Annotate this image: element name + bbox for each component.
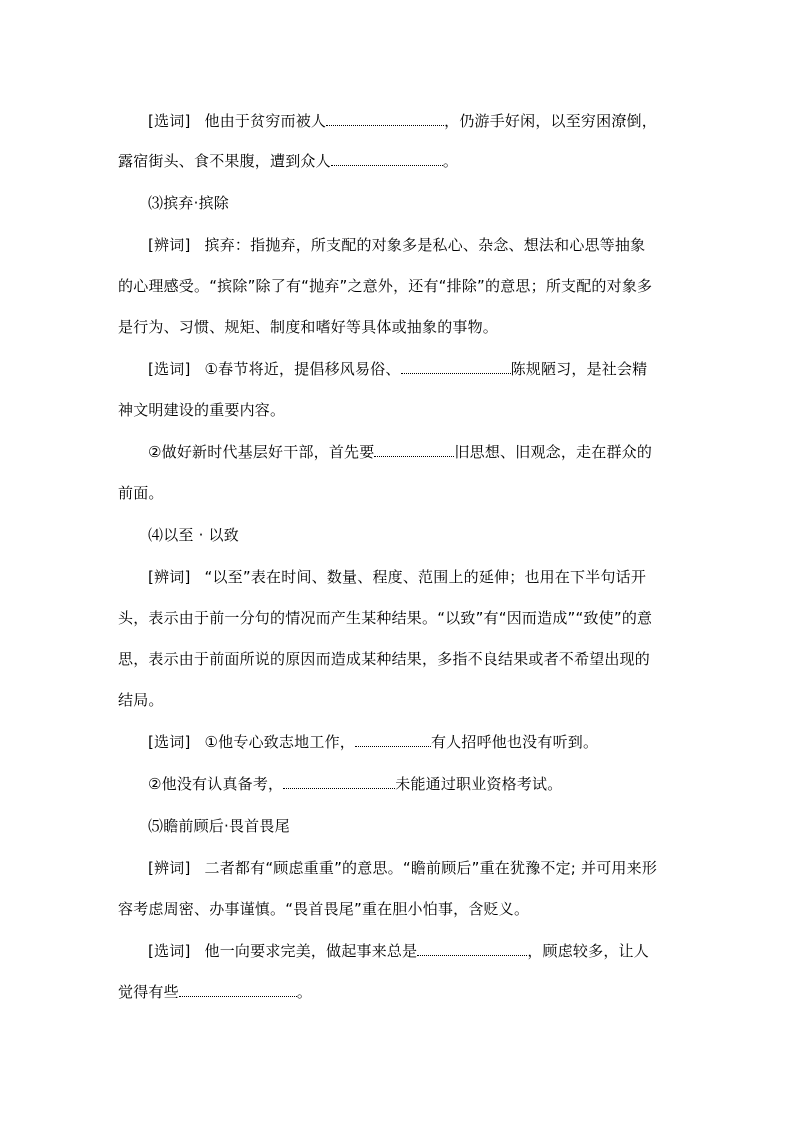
definition-tag: [辨词] — [148, 236, 191, 254]
answer-blank[interactable] — [417, 941, 527, 956]
exercise-text: ②他没有认真备考， — [148, 775, 284, 793]
definition-text: 二者都有“顾虑重重”的意思。“瞻前顾后”重在犹豫不定; 并可用来形 — [204, 859, 658, 877]
exercise-tag: [选词] — [148, 360, 191, 378]
exercise-text: ，仍游手好闲，以至穷困潦倒， — [444, 112, 657, 130]
answer-blank[interactable] — [401, 359, 511, 374]
definition-tag: [辨词] — [148, 568, 191, 586]
section-heading: ⑸瞻前顾后·畏首畏尾 — [148, 817, 290, 835]
exercise-line — [148, 731, 708, 753]
exercise-text: 陈规陋习，是社会精 — [510, 360, 648, 378]
definition-line: 结局。 — [118, 691, 164, 709]
definition-text: “以至”表在时间、数量、程度、范围上的延伸；也用在下半句话开 — [204, 568, 647, 586]
exercise-text: 有人招呼他也没有听到。 — [430, 733, 599, 751]
exercise-line: 神文明建设的重要内容。 — [118, 401, 286, 419]
exercise-text: ①春节将近，提倡移风易俗、 — [204, 360, 401, 378]
exercise-line — [118, 150, 678, 172]
exercise-line — [118, 981, 678, 1003]
exercise-text: ，顾虑较多，让人 — [527, 942, 649, 960]
exercise-line: 前面。 — [118, 484, 164, 502]
exercise-text: 未能通过职业资格考试。 — [395, 775, 563, 793]
definition-line: 的心理感受。“摈除”除了有“抛弃”之意外，还有“排除”的意思；所支配的对象多 — [118, 277, 653, 295]
exercise-tag: [选词] — [148, 112, 191, 130]
exercise-tag: [选词] — [148, 733, 191, 751]
definition-line — [148, 234, 708, 256]
definition-line: 是行为、习惯、规矩、制度和嗜好等具体或抽象的事物。 — [118, 318, 499, 336]
exercise-text: 觉得有些 — [118, 983, 179, 1001]
exercise-text: 露宿街头、食不果腹，遭到众人 — [118, 152, 331, 170]
answer-blank[interactable] — [326, 111, 444, 126]
exercise-line — [148, 358, 708, 380]
definition-line: 容考虑周密、办事谨慎。“畏首畏尾”重在胆小怕事，含贬义。 — [118, 900, 530, 918]
section-heading: ⑶摈弃·摈除 — [148, 194, 229, 212]
definition-line — [148, 566, 708, 588]
definition-tag: [辨词] — [148, 859, 191, 877]
answer-blank[interactable] — [331, 151, 443, 166]
answer-blank[interactable] — [283, 774, 395, 789]
exercise-text: 他一向要求完美，做起事来总是 — [204, 942, 418, 960]
definition-line: 头，表示由于前一分句的情况而产生某种结果。“以致”有“因而造成”“致使”的意 — [118, 609, 653, 627]
exercise-text: 。 — [296, 983, 313, 1001]
answer-blank[interactable] — [355, 732, 431, 747]
answer-blank[interactable] — [179, 982, 297, 997]
exercise-line — [148, 940, 708, 962]
section-heading: ⑷以至 · 以致 — [148, 526, 239, 544]
exercise-text: ①他专心致志地工作， — [204, 733, 355, 751]
definition-line — [148, 857, 708, 879]
exercise-text: 。 — [442, 152, 459, 170]
definition-text: 摈弃：指抛弃，所支配的对象多是私心、杂念、想法和心思等抽象 — [204, 236, 646, 254]
exercise-line — [148, 441, 708, 463]
exercise-line — [148, 110, 708, 132]
definition-line: 思，表示由于前面所说的原因而造成某种结果，多指不良结果或者不希望出现的 — [118, 650, 651, 668]
exercise-line — [148, 773, 708, 795]
exercise-text: 他由于贫穷而被人 — [204, 112, 327, 130]
exercise-text: 旧思想、旧观念，走在群众的 — [454, 443, 653, 461]
answer-blank[interactable] — [374, 442, 454, 457]
exercise-tag: [选词] — [148, 942, 191, 960]
exercise-text: ②做好新时代基层好干部，首先要 — [148, 443, 375, 461]
